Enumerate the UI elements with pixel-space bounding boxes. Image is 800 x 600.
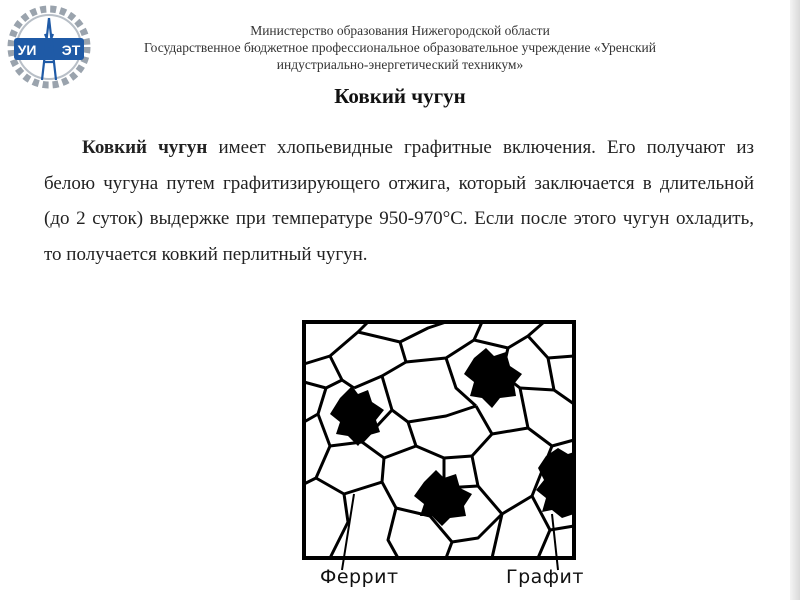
label-ferrite: Феррит [320, 566, 399, 588]
slide-title: Ковкий чугун [334, 84, 466, 108]
body-term-bold: Ковкий чугун [82, 137, 208, 158]
label-graphite: Графит [506, 566, 584, 588]
college-logo [6, 4, 92, 90]
institution-header [100, 22, 700, 73]
header-line-institution-cont: индустриально-энергетический техникум» [276, 57, 524, 72]
logo-text-left: УИ [17, 42, 37, 58]
header-line-institution: Государственное бюджетное профессиональное образовательное учреждение «Уренский [144, 40, 656, 55]
microstructure-figure [296, 318, 596, 600]
logo-text-right: ЭТ [61, 42, 81, 58]
header-line-ministry: Министерство образования Нижегородской области [250, 23, 550, 38]
ferrite-grain-diagram [296, 318, 596, 600]
body-text-rest: имеет хлопьевидные графитные включения. Его получают из белою чугуна путем графитизирующего отжига, который заключается в длительной (до 2 суток) выдержке при температуре 950-970°С. Если после этого чугун охладить, то получается ковкий перлитный чугун. [44, 137, 754, 265]
slide-body-text [44, 130, 754, 272]
